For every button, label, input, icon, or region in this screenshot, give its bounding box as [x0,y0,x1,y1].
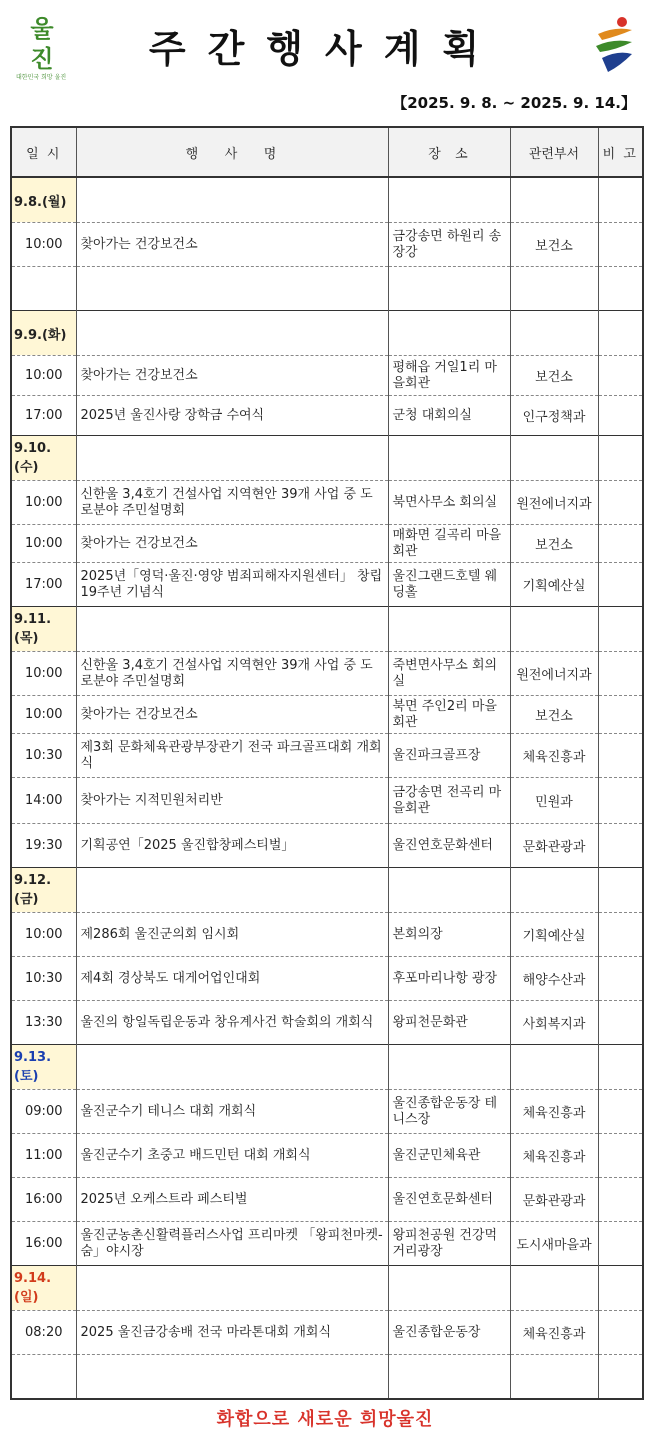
empty-cell [388,1045,510,1090]
event-note [598,267,643,311]
event-name: 신한울 3,4호기 건설사업 지역현안 39개 사업 중 도로분야 주민설명회 [76,652,388,696]
event-department: 인구정책과 [510,396,598,436]
event-time: 11:00 [11,1134,76,1178]
event-name: 찾아가는 건강보건소 [76,356,388,396]
empty-cell [76,436,388,481]
event-place: 북면 주인2리 마을회관 [388,696,510,734]
event-name: 울진군수기 테니스 대회 개회식 [76,1090,388,1134]
column-header-dept: 관련부서 [510,127,598,177]
event-time: 17:00 [11,396,76,436]
event-place: 울진종합운동장 테니스장 [388,1090,510,1134]
table-row [11,696,643,734]
event-place: 왕피천공원 건강먹거리광장 [388,1222,510,1266]
event-department: 보건소 [510,525,598,563]
event-place: 평해읍 거일1리 마을회관 [388,356,510,396]
empty-cell [598,436,643,481]
event-time: 16:00 [11,1222,76,1266]
event-department: 보건소 [510,356,598,396]
table-row [11,356,643,396]
event-time: 10:00 [11,525,76,563]
empty-cell [510,607,598,652]
table-row [11,1090,643,1134]
event-department: 체육진흥과 [510,1090,598,1134]
empty-cell [510,1266,598,1311]
event-department: 체육진흥과 [510,1311,598,1355]
event-time: 10:00 [11,223,76,267]
event-department [510,267,598,311]
day-date: 9.13.(토) [11,1045,76,1090]
event-time [11,267,76,311]
event-place: 왕피천문화관 [388,1001,510,1045]
event-department: 민원과 [510,778,598,824]
empty-cell [76,311,388,356]
table-row [11,481,643,525]
empty-cell [510,436,598,481]
empty-cell [388,177,510,223]
page-title: 주간행사계획 [148,27,502,71]
event-department: 보건소 [510,223,598,267]
event-place: 후포마리나항 광장 [388,957,510,1001]
day-header-row [11,311,643,356]
event-department: 원전에너지과 [510,652,598,696]
event-name: 2025년 울진사랑 장학금 수여식 [76,396,388,436]
event-place: 본회의장 [388,913,510,957]
empty-cell [598,868,643,913]
event-name: 제4회 경상북도 대게어업인대회 [76,957,388,1001]
event-place: 울진연호문화센터 [388,824,510,868]
event-name: 제286회 울진군의회 임시회 [76,913,388,957]
event-note [598,913,643,957]
empty-cell [388,607,510,652]
empty-cell [76,1045,388,1090]
event-name: 신한울 3,4호기 건설사업 지역현안 39개 사업 중 도로분야 주민설명회 [76,481,388,525]
event-note [598,356,643,396]
event-department: 체육진흥과 [510,1134,598,1178]
event-name: 찾아가는 건강보건소 [76,696,388,734]
event-place: 북면사무소 회의실 [388,481,510,525]
event-note [598,652,643,696]
table-row [11,734,643,778]
day-date: 9.12.(금) [11,868,76,913]
day-header-row [11,177,643,223]
table-row [11,267,643,311]
event-time: 09:00 [11,1090,76,1134]
event-time [11,1355,76,1399]
event-department: 해양수산과 [510,957,598,1001]
event-name: 찾아가는 건강보건소 [76,525,388,563]
event-time: 10:00 [11,356,76,396]
table-row [11,1001,643,1045]
event-note [598,563,643,607]
day-date: 9.8.(월) [11,177,76,223]
empty-cell [598,1266,643,1311]
event-name: 2025년「영덕·울진·영양 범죄피해자지원센터」 창립 19주년 기념식 [76,563,388,607]
event-place: 울진그랜드호텔 웨딩홀 [388,563,510,607]
event-name: 기획공연「2025 울진합창페스티벌」 [76,824,388,868]
day-date: 9.14.(일) [11,1266,76,1311]
event-place: 군청 대회의실 [388,396,510,436]
event-department [510,1355,598,1399]
empty-cell [598,177,643,223]
event-time: 17:00 [11,563,76,607]
event-name: 찾아가는 지적민원처리반 [76,778,388,824]
event-place: 울진종합운동장 [388,1311,510,1355]
event-name: 2025년 오케스트라 페스티벌 [76,1178,388,1222]
table-row [11,1355,643,1399]
day-header-row [11,868,643,913]
event-note [598,734,643,778]
event-place: 죽변면사무소 회의실 [388,652,510,696]
day-date: 9.10.(수) [11,436,76,481]
event-place: 울진군민체육관 [388,1134,510,1178]
empty-cell [598,1045,643,1090]
table-row [11,1222,643,1266]
event-place: 금강송면 전곡리 마을회관 [388,778,510,824]
event-time: 10:00 [11,913,76,957]
event-place [388,267,510,311]
event-note [598,957,643,1001]
event-name: 울진군농촌신활력플러스사업 프리마켓 「왕피천마켓-숨」야시장 [76,1222,388,1266]
table-row [11,1178,643,1222]
logo-slogan: 대한민국 희망 울진 [16,74,67,81]
event-note [598,481,643,525]
schedule-table [10,126,644,1400]
day-header-row [11,607,643,652]
event-department: 기획예산실 [510,913,598,957]
event-time: 10:00 [11,652,76,696]
event-note [598,1222,643,1266]
schedule-period: 【2025. 9. 8. ~ 2025. 9. 14.】 [392,94,636,112]
event-note [598,1178,643,1222]
table-row [11,957,643,1001]
event-time: 19:30 [11,824,76,868]
event-name: 2025 울진금강송배 전국 마라톤대회 개회식 [76,1311,388,1355]
table-row [11,396,643,436]
empty-cell [76,177,388,223]
empty-cell [388,868,510,913]
table-row [11,778,643,824]
event-note [598,525,643,563]
event-note [598,223,643,267]
empty-cell [76,868,388,913]
table-row [11,913,643,957]
column-header-note: 비 고 [598,127,643,177]
event-time: 10:00 [11,696,76,734]
table-row [11,652,643,696]
empty-cell [388,436,510,481]
event-note [598,1311,643,1355]
empty-cell [598,311,643,356]
event-note [598,1355,643,1399]
county-symbol-icon [592,14,636,76]
event-name [76,1355,388,1399]
column-header-place: 장 소 [388,127,510,177]
event-place: 매화면 길곡리 마을회관 [388,525,510,563]
event-note [598,1134,643,1178]
table-header-row [11,127,643,177]
empty-cell [510,177,598,223]
event-note [598,1001,643,1045]
day-header-row [11,1045,643,1090]
table-row [11,1134,643,1178]
event-note [598,824,643,868]
event-department: 원전에너지과 [510,481,598,525]
table-row [11,824,643,868]
event-place: 울진파크골프장 [388,734,510,778]
day-header-row [11,436,643,481]
column-header-time: 일 시 [11,127,76,177]
column-header-event: 행 사 명 [76,127,388,177]
event-time: 10:30 [11,957,76,1001]
event-time: 14:00 [11,778,76,824]
event-time: 16:00 [11,1178,76,1222]
event-note [598,1090,643,1134]
table-row [11,525,643,563]
table-row [11,1311,643,1355]
day-date: 9.9.(화) [11,311,76,356]
empty-cell [598,607,643,652]
event-name: 울진의 항일독립운동과 창유계사건 학술회의 개회식 [76,1001,388,1045]
event-note [598,696,643,734]
empty-cell [510,868,598,913]
event-note [598,396,643,436]
event-place: 금강송면 하원리 송장강 [388,223,510,267]
event-department: 도시새마을과 [510,1222,598,1266]
table-row [11,223,643,267]
empty-cell [76,1266,388,1311]
empty-cell [510,1045,598,1090]
event-place [388,1355,510,1399]
event-department: 체육진흥과 [510,734,598,778]
empty-cell [510,311,598,356]
footer-slogan: 화합으로 새로운 희망울진 [216,1409,434,1430]
event-department: 사회복지과 [510,1001,598,1045]
event-name: 울진군수기 초중고 배드민턴 대회 개회식 [76,1134,388,1178]
event-time: 10:30 [11,734,76,778]
event-note [598,778,643,824]
empty-cell [76,607,388,652]
event-department: 기획예산실 [510,563,598,607]
event-name: 제3회 문화체육관광부장관기 전국 파크골프대회 개회식 [76,734,388,778]
event-name: 찾아가는 건강보건소 [76,223,388,267]
event-name [76,267,388,311]
event-time: 08:20 [11,1311,76,1355]
empty-cell [388,311,510,356]
empty-cell [388,1266,510,1311]
event-time: 13:30 [11,1001,76,1045]
event-place: 울진연호문화센터 [388,1178,510,1222]
table-row [11,563,643,607]
event-time: 10:00 [11,481,76,525]
day-date: 9.11.(목) [11,607,76,652]
logo-emblem: 울진 [30,15,54,73]
event-department: 문화관광과 [510,824,598,868]
event-department: 보건소 [510,696,598,734]
day-header-row [11,1266,643,1311]
event-department: 문화관광과 [510,1178,598,1222]
